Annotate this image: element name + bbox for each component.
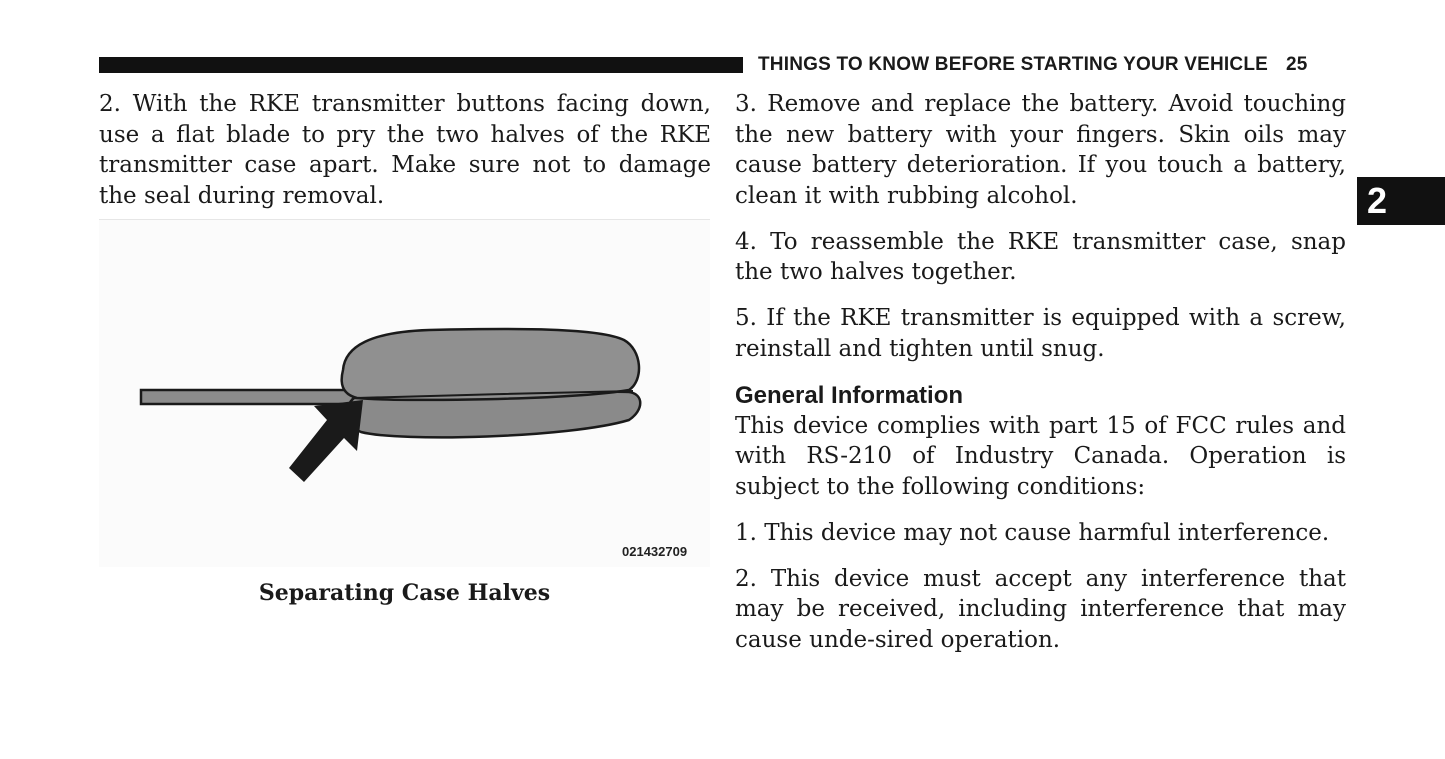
running-header: [758, 54, 1348, 78]
section-heading: General Information: [735, 381, 964, 409]
figure-id: 021432709: [622, 544, 688, 559]
page-number: 25: [1286, 54, 1308, 75]
step-4-paragraph: 4. To reassemble the RKE transmitter case, snap the two halves together.: [735, 228, 1346, 285]
fob-upper-half: [342, 329, 639, 400]
condition-2-paragraph: 2. This device must accept any interference that may be received, including interference that may cause unde-sired operation.: [735, 565, 1346, 653]
right-column: [735, 89, 1346, 671]
key-blade: [141, 390, 355, 404]
chapter-tab-number: 2: [1367, 180, 1388, 221]
chapter-tab: [1357, 177, 1445, 225]
condition-1-paragraph: 1. This device may not cause harmful interference.: [735, 519, 1330, 546]
key-fob-illustration: [99, 220, 710, 567]
figure-caption: Separating Case Halves: [258, 580, 551, 606]
left-column: [99, 89, 711, 227]
running-title: THINGS TO KNOW BEFORE STARTING YOUR VEHICLE: [758, 54, 1269, 75]
step-3-paragraph: 3. Remove and replace the battery. Avoid touching the new battery with your fingers. Skin oils may cause battery deterioration. If you touch a battery, clean it with rubbing alcohol.: [735, 91, 1346, 209]
general-info-paragraph: This device complies with part 15 of FCC rules and with RS-210 of Industry Canada. Operation is subject to the following conditions:: [735, 412, 1346, 500]
figure-key-fob: [99, 219, 710, 567]
step-2-paragraph: 2. With the RKE transmitter buttons facing down, use a flat blade to pry the two halves of the RKE transmitter case apart. Make sure not to damage the seal during removal.: [99, 91, 711, 209]
pointer-arrow-icon: [289, 400, 363, 482]
step-5-paragraph: 5. If the RKE transmitter is equipped with a screw, reinstall and tighten until snug.: [735, 305, 1346, 362]
header-rule: [99, 57, 743, 73]
